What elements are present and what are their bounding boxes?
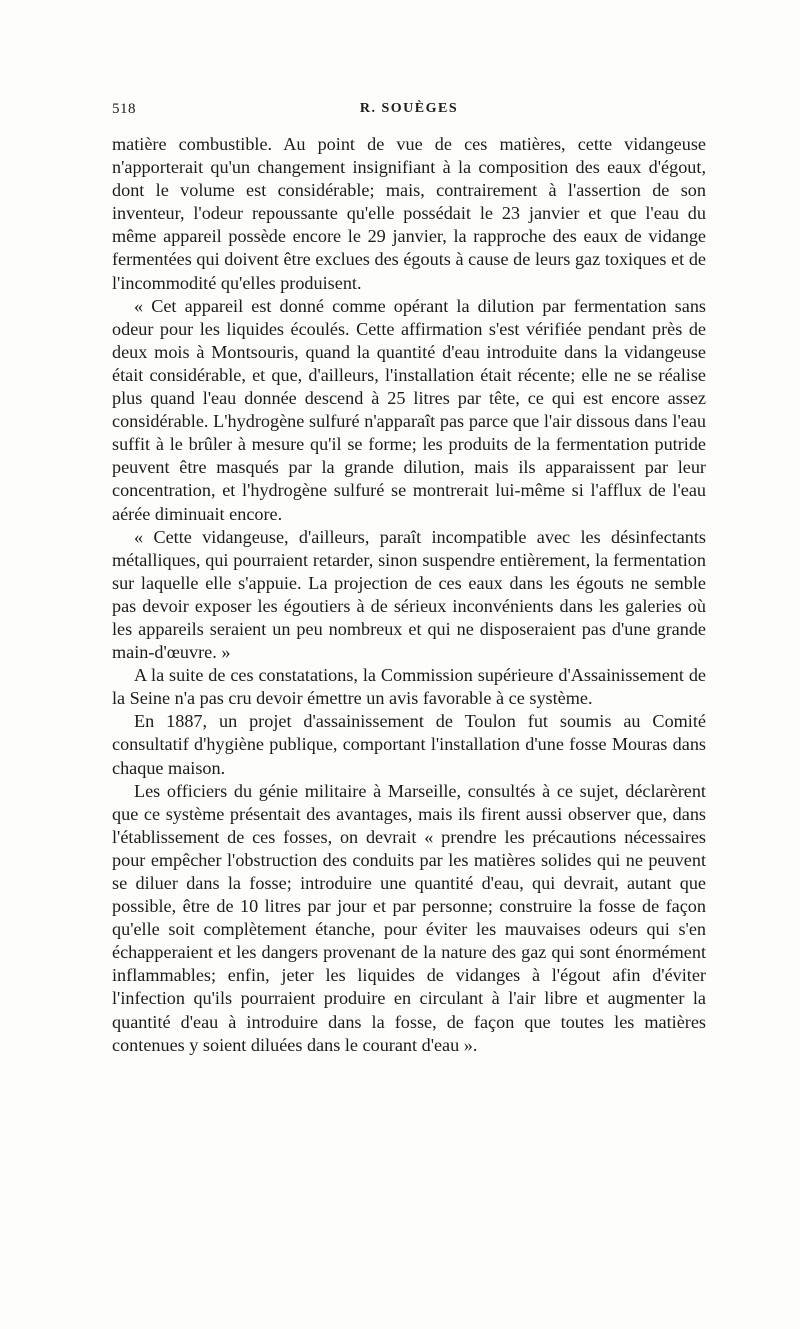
paragraph-commission: A la suite de ces constatations, la Commission supérieure d'Assainissement de la Seine n'a pas cru devoir émettre un avis favorable à ce système. — [112, 665, 706, 709]
paragraph-marseille: Les officiers du génie militaire à Marseille, consultés à ce sujet, déclarèrent que ce système présentait des avantages, mais ils firent aussi observer que, dans l'établissement de ces fosses, on devrait « prendre les précautions nécessaires pour empêcher l'obstruction des conduits par les matières solides qui ne peuvent se diluer dans la fosse; introduire une quantité d'eau, qui devrait, autant que possible, être de 10 litres par jour et par personne; construire la fosse de façon qu'elle soit complètement étanche, pour éviter les mauvaises odeurs qui s'en échapperaient et les dangers provenant de la nature des gaz qui sont énormément inflammables; enfin, jeter les liquides de vidanges à l'égout afin d'éviter l'infection qu'ils pourraient produire en circulant à l'air libre et augmenter la quantité d'eau à introduire dans la fosse, de façon que toutes les matières contenues y soient diluées dans le courant d'eau ». — [112, 780, 706, 1055]
running-head: R. SOUÈGES — [359, 101, 459, 116]
body-text — [112, 133, 706, 1057]
paragraph-quote-dilution: « Cet appareil est donné comme opérant la dilution par fermentation sans odeur pour les liquides écoulés. Cette affirmation s'est vérifiée pendant près de deux mois à Montsouris, quand la quantité d'eau introduite dans la vidangeuse était considérable, et que, d'ailleurs, l'installation était récente; elle ne se réalise plus quand l'eau donnée descend à 25 litres par tête, ce qui est encore assez considérable. L'hydrogène sulfuré n'apparaît pas parce que l'air dissous dans l'eau suffit à le brûler à mesure qu'il se forme; les produits de la fermentation putride peuvent être masqués par la grande dilution, mais ils apparaissent par leur concentration, et l'hydrogène sulfuré se montrerait lui-même si l'afflux de l'eau aérée diminuait encore. — [112, 295, 706, 524]
paragraph-quote-disinfectants: « Cette vidangeuse, d'ailleurs, paraît incompatible avec les désinfectants métalliques, qui pourraient retarder, sinon suspendre entièrement, la fermentation sur laquelle elle s'appuie. La projection de ces eaux dans les égouts ne semble pas devoir exposer les égoutiers à de sérieux inconvénients dans les galeries où les appareils seraient un peu nombreux et qui ne disposeraient pas d'une grande main-d'œuvre. » — [112, 526, 706, 663]
page-number: 518 — [112, 101, 136, 117]
paragraph-continuation: matière combustible. Au point de vue de ces matières, cette vidangeuse n'apporterait qu'un changement insignifiant à la composition des eaux d'égout, dont le volume est considérable; mais, contrairement à l'assertion de son inventeur, l'odeur repoussante qu'elle possédait le 23 janvier et que l'eau du même appareil possède encore le 29 janvier, la rapproche des eaux de vidange fermentées qui doivent être exclues des égouts à cause de leurs gaz toxiques et de l'incommodité qu'elles produisent. — [112, 134, 706, 293]
page-header — [112, 101, 706, 125]
paragraph-toulon: En 1887, un projet d'assainissement de Toulon fut soumis au Comité consultatif d'hygiène publique, comportant l'installation d'une fosse Mouras dans chaque maison. — [112, 711, 706, 778]
